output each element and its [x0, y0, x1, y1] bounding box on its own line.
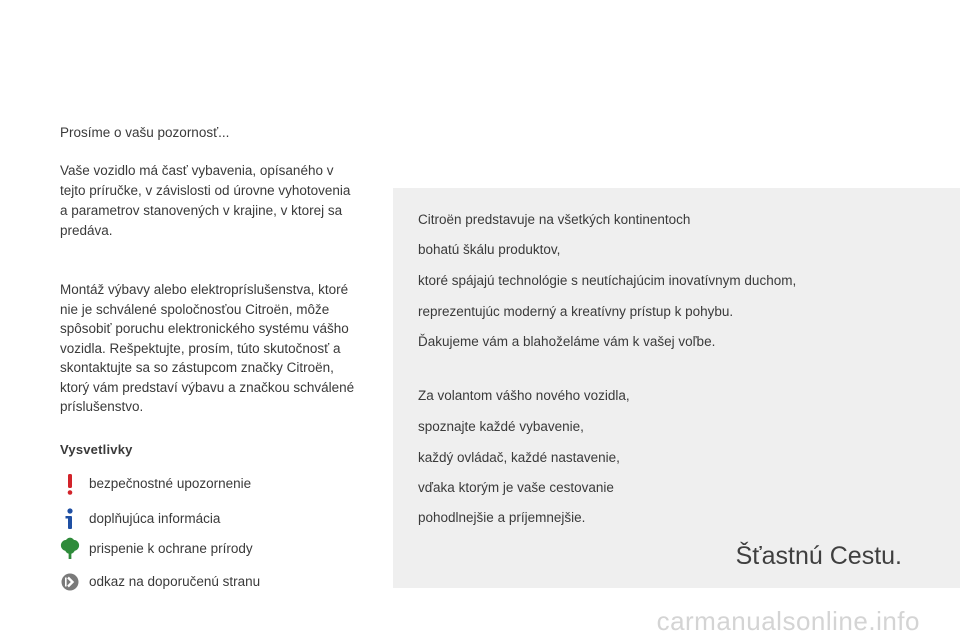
info-icon [60, 507, 80, 531]
panel-line: Ďakujeme vám a blahoželáme vám k vašej voľbe. [418, 334, 716, 349]
welcome-panel [393, 188, 960, 588]
legend-item-safety [60, 472, 360, 496]
panel-line: Citroën predstavuje na všetkých kontinentoch [418, 212, 691, 227]
legend-label: bezpečnostné upozornenie [89, 476, 252, 491]
exclamation-icon [60, 472, 80, 496]
page-reference-icon [60, 570, 80, 594]
panel-line: pohodlnejšie a príjemnejšie. [418, 510, 586, 525]
panel-line: každý ovládač, každé nastavenie, [418, 450, 620, 465]
panel-line: bohatú škálu produktov, [418, 242, 561, 257]
panel-line: vďaka ktorým je vaše cestovanie [418, 480, 614, 495]
watermark: carmanualsonline.info [656, 606, 920, 636]
legend-item-page-reference [60, 570, 360, 594]
panel-line: Za volantom vášho nového vozidla, [418, 388, 630, 403]
equipment-paragraph: Vaše vozidlo má časť vybavenia, opísaného v tejto príručke, v závislosti od úrovne vyhotovenia a parametrov stanovených v krajine, v ktorej sa predáva. [60, 163, 351, 238]
legend-label: odkaz na doporučenú stranu [89, 574, 261, 589]
panel-line: ktoré spájajú technológie s neutíchajúcim inovatívnym duchom, [418, 273, 797, 288]
legend-label: doplňujúca informácia [89, 511, 221, 526]
legend-label: prispenie k ochrane prírody [89, 541, 253, 556]
tree-icon [60, 537, 80, 561]
panel-line: reprezentujúc moderný a kreatívny prístup k pohybu. [418, 304, 734, 319]
legend-title: Vysvetlivky [60, 442, 133, 457]
attention-heading: Prosíme o vašu pozornosť... [60, 125, 230, 140]
legend-item-info [60, 507, 360, 531]
legend-item-environment [60, 537, 360, 561]
panel-line: spoznajte každé vybavenie, [418, 419, 584, 434]
accessories-paragraph: Montáž výbavy alebo elektropríslušenstva, ktoré nie je schválené spoločnosťou Citroën, môže spôsobiť poruchu elektronického systému vášho vozidla. Rešpektujte, prosím, túto skutočnosť a skontaktujte sa so zástupcom značky Citroën, ktorý vám predstaví výbavu a značkou schválené príslušenstvo. [60, 282, 355, 414]
farewell-heading: Šťastnú Cestu. [735, 542, 902, 570]
